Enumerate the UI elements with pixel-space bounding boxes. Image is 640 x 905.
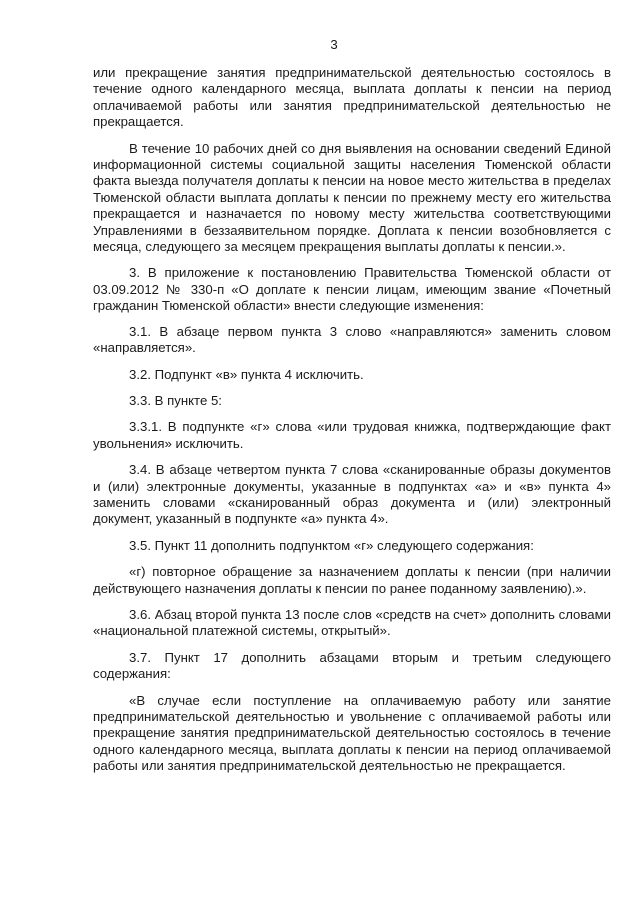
paragraph-item-3-7: 3.7. Пункт 17 дополнить абзацами вторым и третьим следующего содержания: [93, 649, 611, 682]
paragraph-item-3-6: 3.6. Абзац второй пункта 13 после слов «средств на счет» дополнить словами «национальной платежной системы, открытый». [93, 606, 611, 639]
paragraph-item-3-3: 3.3. В пункте 5: [129, 392, 222, 408]
paragraph-item-3-1: 3.1. В абзаце первом пункта 3 слово «направляются» заменить словом «направляется». [93, 323, 611, 356]
paragraph-subitem-g: «г) повторное обращение за назначением доплаты к пенсии (при наличии действующего назначения доплаты к пенсии по ранее поданному заявлению).». [93, 564, 611, 596]
paragraph-item-3: 3. В приложение к постановлению Правительства Тюменской области от 03.09.2012 № 330-п «О доплате к пенсии лицам, имеющим звание «Почетный гражданин Тюменской области» внести следующие изменения: [93, 265, 611, 314]
paragraph-relocation: В течение 10 рабочих дней со дня выявления на основании сведений Единой информационной системы социальной защиты населения Тюменской области факта выезда получателя доплаты к пенсии на новое место жительства в пределах Тюменской области выплата доплаты к пенсии по прежнему месту его жительства прекращается и назначается по новому месту жительства соответствующими Управлениями в беззаявительном порядке. Доплата к пенсии возобновляется с месяца, следующего за месяцем прекращения выплаты доплаты к пенсии.». [93, 140, 611, 255]
paragraph-item-3-5: 3.5. Пункт 11 дополнить подпунктом «г» следующего содержания: [129, 537, 534, 553]
paragraph-continuation: или прекращение занятия предпринимательской деятельностью состоялось в течение одного календарного месяца, выплата доплаты к пенсии на период оплачиваемой работы или занятия предпринимательской деятельностью не прекращается. [93, 65, 611, 130]
paragraph-quoted-addition: «В случае если поступление на оплачиваемую работу или занятие предпринимательской деятельностью и увольнение с оплачиваемой работы или прекращение занятия предпринимательской деятельностью состоялось в течение одного календарного месяца, выплата доплаты к пенсии на период оплачиваемой работы или занятия предпринимательской деятельностью не прекращается. [93, 692, 611, 774]
paragraph-item-3-2: 3.2. Подпункт «в» пункта 4 исключить. [129, 366, 364, 382]
document-body [93, 65, 611, 775]
paragraph-item-3-3-1: 3.3.1. В подпункте «г» слова «или трудовая книжка, подтверждающие факт увольнения» исключить. [93, 419, 611, 451]
paragraph-item-3-4: 3.4. В абзаце четвертом пункта 7 слова «сканированные образы документов и (или) электронные документы, указанные в подпунктах «а» и «в» пункта 4» заменить словами «сканированный образ документа и (или) электронный документ, указанный в подпункте «а» пункта 4». [93, 462, 611, 527]
page-number: 3 [330, 37, 338, 52]
